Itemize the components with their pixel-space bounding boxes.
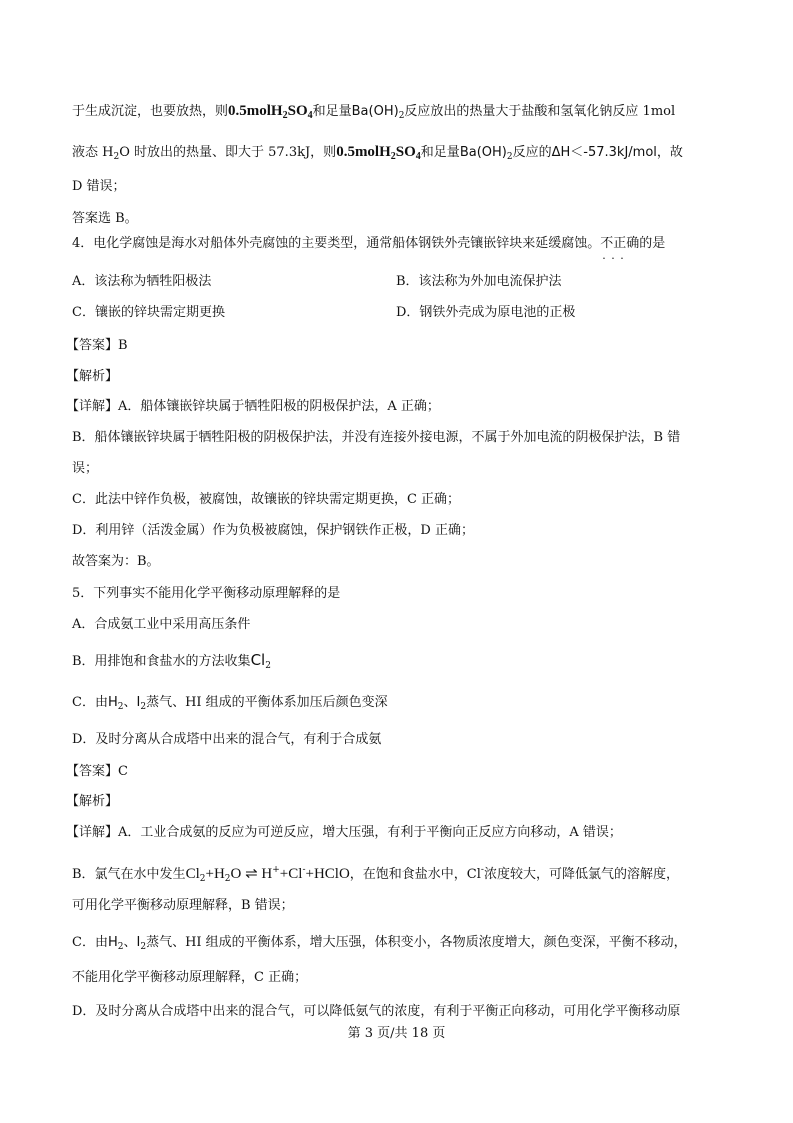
q5-detail-3: 可用化学平衡移动原理解释，B 错误； bbox=[72, 898, 294, 913]
q5-answer: 【答案】C bbox=[66, 764, 128, 779]
q4-detail-6: 故答案为：B。 bbox=[72, 554, 160, 569]
q5-detail-5: 不能用化学平衡移动原理解释，C 正确； bbox=[72, 970, 308, 985]
q4-option-a: A．该法称为牺牲阳极法 bbox=[72, 274, 212, 289]
q4-detail-3: 误； bbox=[72, 461, 99, 476]
q4-detail-4: C．此法中锌作负极，被腐蚀，故镶嵌的锌块需定期更换，C 正确； bbox=[72, 492, 461, 507]
question-5-stem: 5．下列事实不能用化学平衡移动原理解释的是 bbox=[72, 586, 341, 601]
q4-option-b: B．该法称为外加电流保护法 bbox=[396, 274, 562, 289]
text-line-1: 于生成沉淀，也要放热，则$0.5molH_2SO_4$和足量$Ba(OH)_2$反应放出的热量大于盐酸和氢氧化钠反应 1mol bbox=[72, 103, 676, 121]
emphasis-mark: 不正确 · · · bbox=[600, 234, 639, 254]
q4-option-d: D．钢铁外壳成为原电池的正极 bbox=[396, 305, 576, 320]
q4-detail-2: B．船体镶嵌锌块属于牺牲阳极的阴极保护法，并没有连接外接电源，不属于外加电流的阴极保护法，B 错 bbox=[72, 430, 681, 445]
q5-detail-2: B．氯气在水中发生$Cl_2+H_2O$ ⇌ H++Cl-+HClO，在饱和食盐水中，Cl-浓度较大，可降低氯气的溶解度， bbox=[72, 865, 679, 884]
text-line-3: D 错误； bbox=[72, 179, 126, 194]
q5-analysis-label: 【解析】 bbox=[66, 794, 119, 809]
question-4-stem: 4．电化学腐蚀是海水对船体外壳腐蚀的主要类型，通常船体钢铁外壳镶嵌锌块来延缓腐蚀。不正确 · · ·的是 bbox=[72, 234, 665, 254]
q5-option-a: A．合成氨工业中采用高压条件 bbox=[72, 617, 251, 632]
q4-option-c: C．镶嵌的锌块需定期更换 bbox=[72, 305, 225, 320]
q5-option-c: C．由$H_2$、$I_2$蒸气、HI 组成的平衡体系加压后颜色变深 bbox=[72, 695, 388, 712]
q5-detail-4: C．由$H_2$、$I_2$蒸气、HI 组成的平衡体系，增大压强，体积变小，各物质浓度增大，颜色变深，平衡不移动， bbox=[72, 935, 687, 952]
q4-answer: 【答案】B bbox=[66, 338, 128, 353]
text-line-2: 液态 $H_2O$ 时放出的热量、即大于 57.3kJ，则$0.5molH_2SO_4$和足量$Ba(OH)_2$反应的ΔH＜-57.3kJ/mol，故 bbox=[72, 144, 683, 162]
q4-detail-5: D．利用锌（活泼金属）作为负极被腐蚀，保护钢铁作正极，D 正确； bbox=[72, 523, 474, 538]
q5-detail-1: 【详解】A．工业合成氨的反应为可逆反应，增大压强，有利于平衡向正反应方向移动，A 错误； bbox=[66, 825, 622, 840]
q4-analysis-label: 【解析】 bbox=[66, 369, 119, 384]
q4-detail-1: 【详解】A．船体镶嵌锌块属于牺牲阳极的阴极保护法，A 正确； bbox=[66, 399, 440, 414]
page-footer: 第 3 页/共 18 页 bbox=[347, 1026, 446, 1041]
q5-detail-6: D．及时分离从合成塔中出来的混合气，可以降低氨气的浓度，有利于平衡正向移动，可用化学平衡移动原 bbox=[72, 1004, 681, 1019]
q5-option-b: B．用排饱和食盐水的方法收集$Cl_2$ bbox=[72, 651, 271, 671]
text-line-4: 答案选 B。 bbox=[72, 211, 138, 226]
q5-option-d: D．及时分离从合成塔中出来的混合气，有利于合成氨 bbox=[72, 732, 382, 747]
